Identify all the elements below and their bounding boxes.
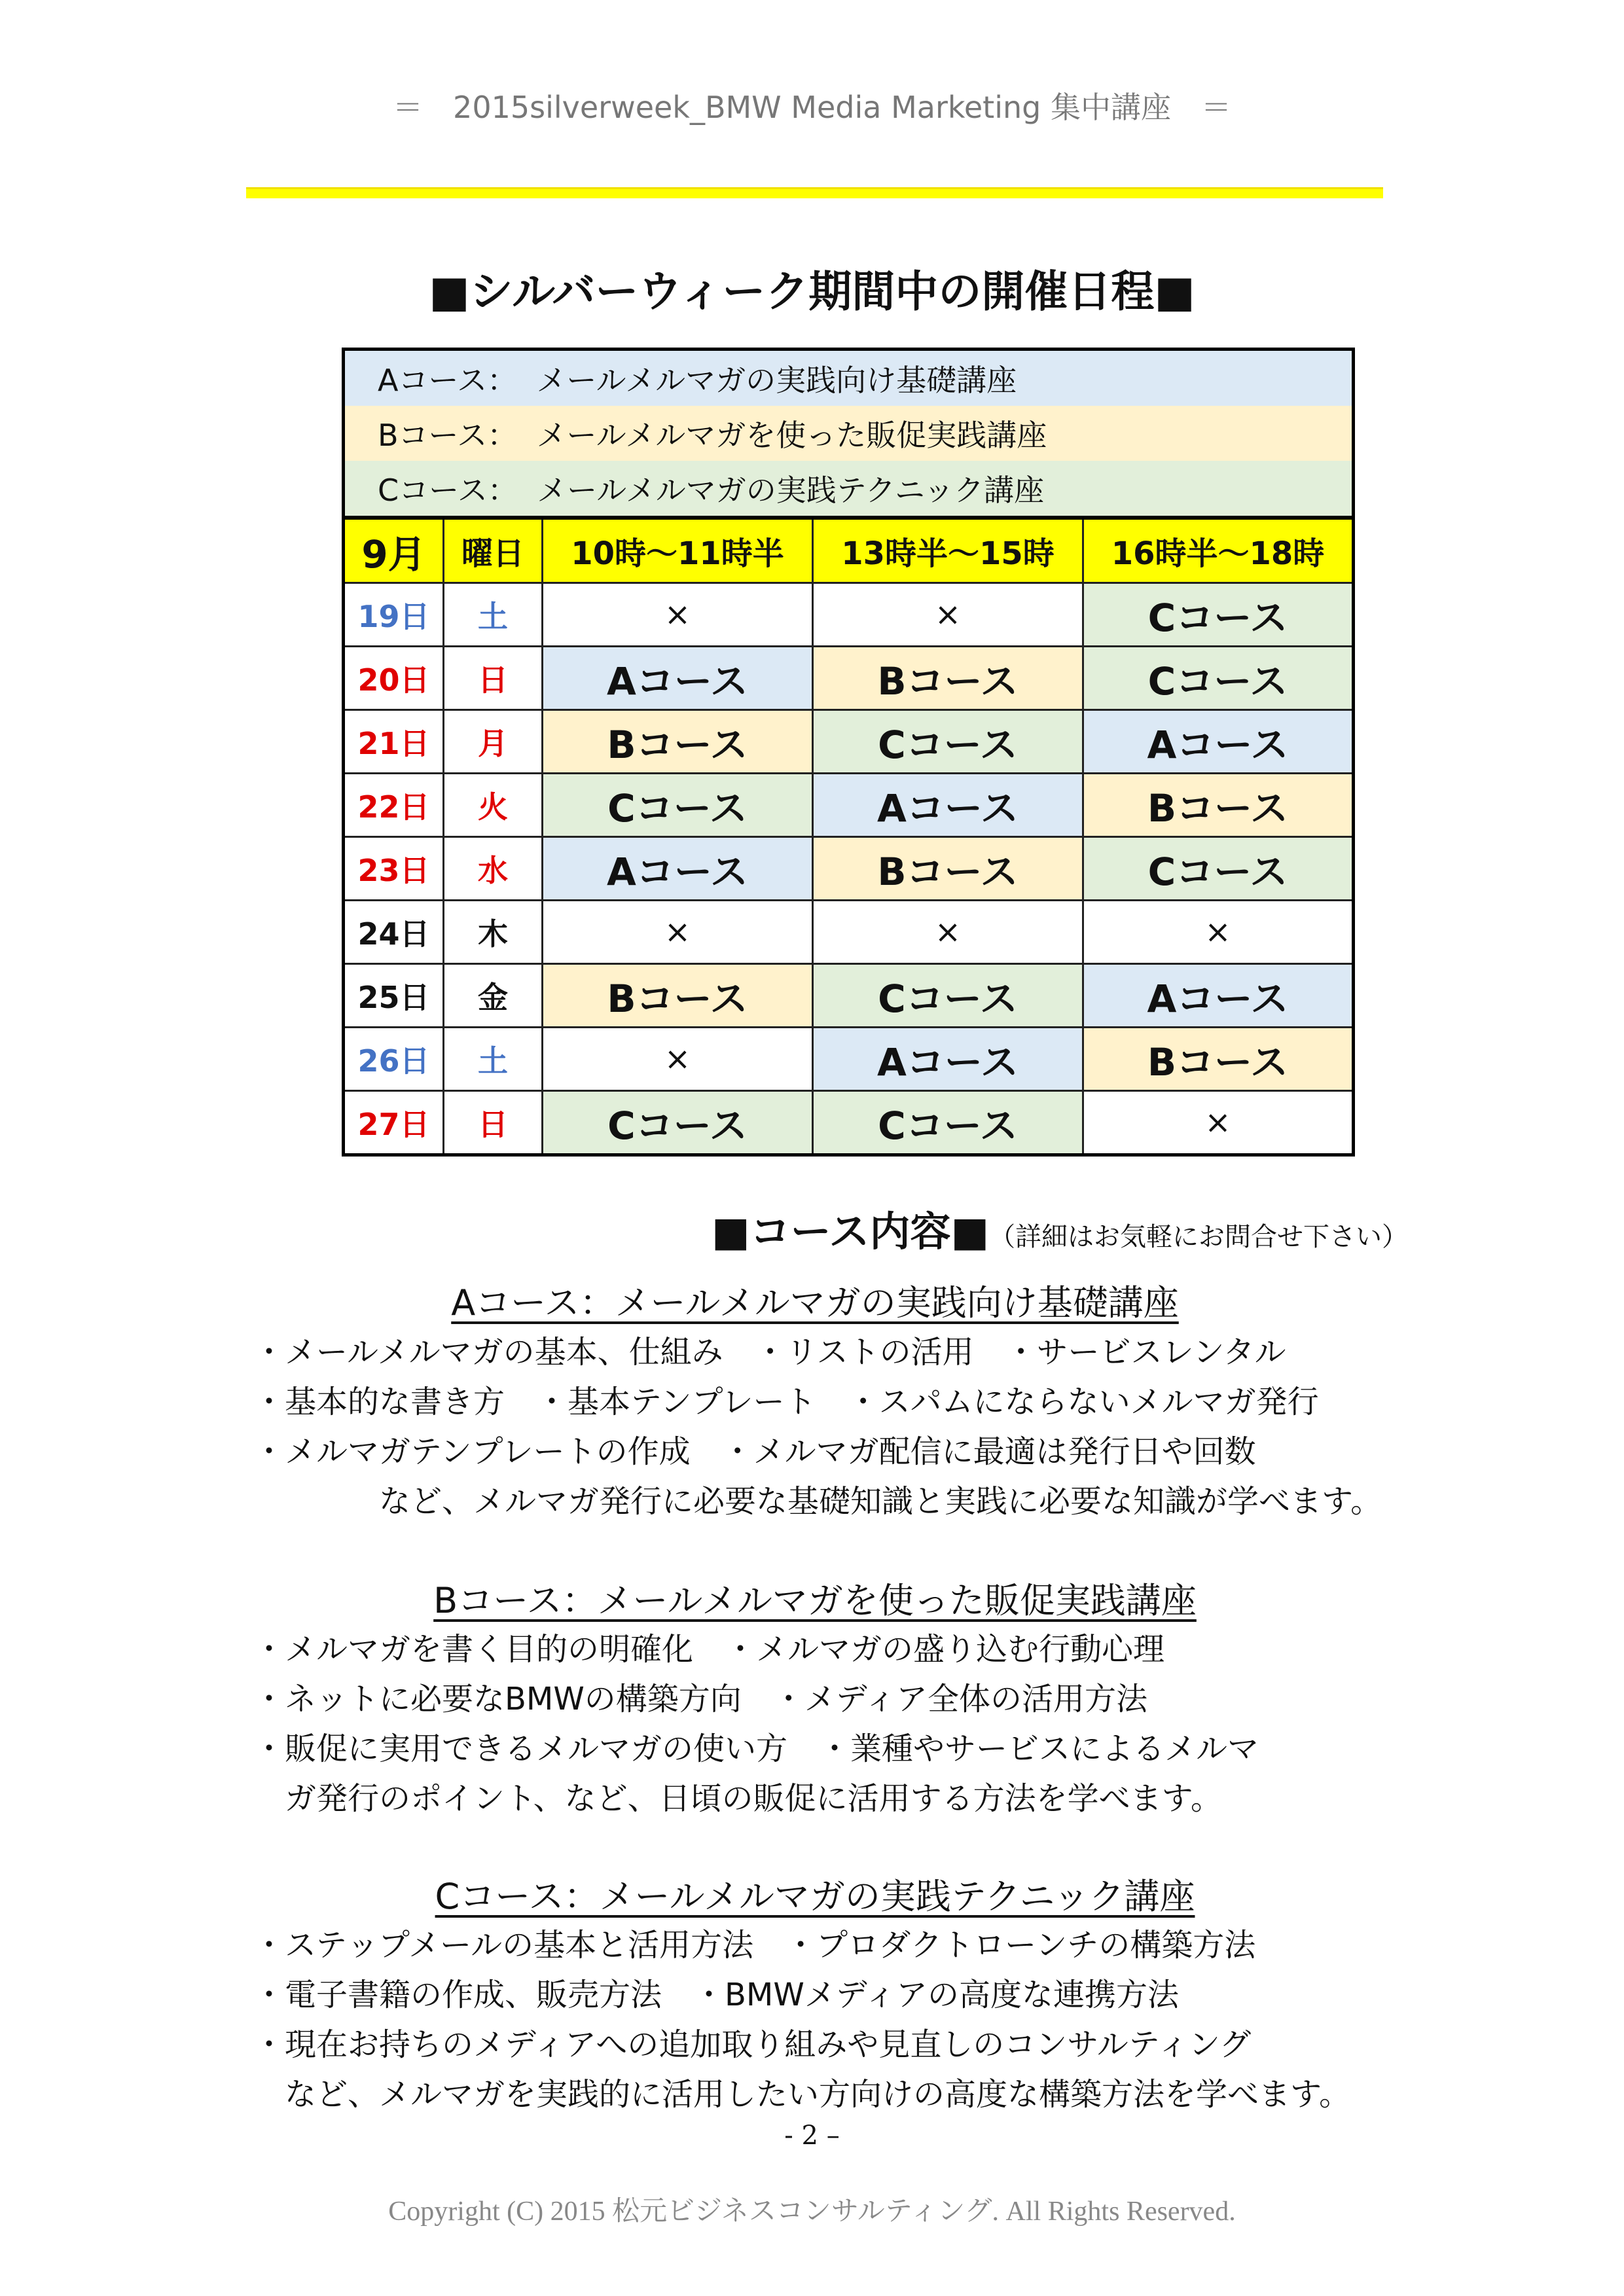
slot-cell: × xyxy=(813,583,1083,647)
weekday-cell: 日 xyxy=(444,1091,543,1155)
weekday-cell: 木 xyxy=(444,901,543,964)
course-name: メールメルマガの実践テクニック講座 xyxy=(537,473,1045,508)
slot-cell: Aコース xyxy=(543,647,813,710)
weekday-cell: 水 xyxy=(444,837,543,901)
column-header: 16時半〜18時 xyxy=(1083,518,1354,583)
table-row xyxy=(344,964,1354,1028)
slot-cell: × xyxy=(543,1028,813,1091)
date-cell: 25日 xyxy=(344,964,444,1028)
date-cell: 19日 xyxy=(344,583,444,647)
course-detail-line: など、メルマガを実践的に活用したい方向けの高度な構築方法を学べます。 xyxy=(253,2076,1351,2113)
copyright: Copyright (C) 2015 松元ビジネスコンサルティング. All Rights Reserved. xyxy=(388,2197,1236,2227)
date-cell: 23日 xyxy=(344,837,444,901)
table-row xyxy=(344,583,1354,647)
weekday-cell: 火 xyxy=(444,774,543,837)
slot-cell: Aコース xyxy=(813,774,1083,837)
course-legend-row xyxy=(344,350,1354,406)
course-label: Bコース： xyxy=(378,418,518,453)
slot-cell: × xyxy=(813,901,1083,964)
running-header: ＝ 2015silverweek_BMW Media Marketing 集中講座 ＝ xyxy=(393,90,1231,125)
course-detail-line: ・電子書籍の作成、販売方法 ・BMWメディアの高度な連携方法 xyxy=(253,1977,1179,2013)
yellow-divider xyxy=(246,187,1383,198)
slot-cell: Cコース xyxy=(813,710,1083,774)
course-legend-row xyxy=(344,406,1354,461)
slot-cell: Cコース xyxy=(543,774,813,837)
course-name: メールメルマガを使った販促実践講座 xyxy=(536,418,1047,453)
course-detail-line: ・基本的な書き方 ・基本テンプレート ・スパムにならないメルマガ発行 xyxy=(253,1384,1319,1420)
course-detail-line: ・ステップメールの基本と活用方法 ・プロダクトローンチの構築方法 xyxy=(253,1927,1256,1964)
page-number: - 2 – xyxy=(784,2121,840,2151)
table-row xyxy=(344,1028,1354,1091)
slot-cell: Cコース xyxy=(813,964,1083,1028)
course-section-title: Cコース：メールメルマガの実践テクニック講座 xyxy=(435,1876,1195,1917)
schedule-table xyxy=(342,348,1355,1157)
section-heading: ■コース内容■ xyxy=(712,1208,990,1255)
table-row xyxy=(344,1091,1354,1155)
weekday-cell: 土 xyxy=(444,1028,543,1091)
course-detail-line: ・現在お持ちのメディアへの追加取り組みや見直しのコンサルティング xyxy=(253,2026,1252,2063)
slot-cell: Bコース xyxy=(543,710,813,774)
course-name: メールメルマガの実践向け基礎講座 xyxy=(536,363,1017,398)
slot-cell: Bコース xyxy=(813,837,1083,901)
course-legend xyxy=(344,350,1354,406)
course-label: Cコース： xyxy=(378,473,518,508)
date-cell: 22日 xyxy=(344,774,444,837)
slot-cell: Bコース xyxy=(543,964,813,1028)
column-header: 13時半〜15時 xyxy=(813,518,1083,583)
course-legend xyxy=(344,461,1354,518)
course-section-title: Bコース：メールメルマガを使った販促実践講座 xyxy=(433,1580,1197,1621)
course-detail-line: ・メールメルマガの基本、仕組み ・リストの活用 ・サービスレンタル xyxy=(253,1334,1286,1371)
course-legend xyxy=(344,406,1354,461)
course-section-title: Aコース：メールメルマガの実践向け基礎講座 xyxy=(451,1282,1179,1323)
slot-cell: Cコース xyxy=(813,1091,1083,1155)
slot-cell: Cコース xyxy=(543,1091,813,1155)
slot-cell: Bコース xyxy=(1083,1028,1354,1091)
weekday-cell: 土 xyxy=(444,583,543,647)
slot-cell: Aコース xyxy=(1083,710,1354,774)
page-title: ■シルバーウィーク期間中の開催日程■ xyxy=(429,266,1195,317)
table-row xyxy=(344,837,1354,901)
course-detail-line: ・販促に実用できるメルマガの使い方 ・業種やサービスによるメルマ xyxy=(253,1731,1259,1767)
slot-cell: × xyxy=(543,901,813,964)
date-cell: 27日 xyxy=(344,1091,444,1155)
course-detail-line: など、メルマガ発行に必要な基礎知識と実践に必要な知識が学べます。 xyxy=(253,1483,1382,1520)
column-header: 10時〜11時半 xyxy=(543,518,813,583)
table-row xyxy=(344,647,1354,710)
contact-note: （詳細はお気軽にお問合せ下さい） xyxy=(989,1222,1409,1252)
course-detail-line: ・ネットに必要なBMWの構築方向 ・メディア全体の活用方法 xyxy=(253,1681,1147,1717)
course-content-heading xyxy=(712,1199,1408,1257)
date-cell: 26日 xyxy=(344,1028,444,1091)
weekday-cell: 月 xyxy=(444,710,543,774)
slot-cell: × xyxy=(1083,1091,1354,1155)
slot-cell: Cコース xyxy=(1083,647,1354,710)
slot-cell: Bコース xyxy=(813,647,1083,710)
weekday-cell: 金 xyxy=(444,964,543,1028)
course-detail-line: ガ発行のポイント、など、日頃の販促に活用する方法を学べます。 xyxy=(253,1780,1222,1817)
slot-cell: Cコース xyxy=(1083,837,1354,901)
course-legend-row xyxy=(344,461,1354,518)
slot-cell: Aコース xyxy=(813,1028,1083,1091)
table-row xyxy=(344,710,1354,774)
course-detail-line: ・メルマガテンプレートの作成 ・メルマガ配信に最適は発行日や回数 xyxy=(253,1433,1256,1470)
course-label: Aコース： xyxy=(378,363,518,398)
table-row xyxy=(344,901,1354,964)
weekday-cell: 日 xyxy=(444,647,543,710)
slot-cell: Bコース xyxy=(1083,774,1354,837)
column-header: 9月 xyxy=(344,518,444,583)
slot-cell: Cコース xyxy=(1083,583,1354,647)
date-cell: 24日 xyxy=(344,901,444,964)
table-header-row xyxy=(344,518,1354,583)
date-cell: 20日 xyxy=(344,647,444,710)
slot-cell: Aコース xyxy=(1083,964,1354,1028)
column-header: 曜日 xyxy=(444,518,543,583)
slot-cell: Aコース xyxy=(543,837,813,901)
table-row xyxy=(344,774,1354,837)
course-detail-line: ・メルマガを書く目的の明確化 ・メルマガの盛り込む行動心理 xyxy=(253,1631,1165,1668)
slot-cell: × xyxy=(543,583,813,647)
date-cell: 21日 xyxy=(344,710,444,774)
slot-cell: × xyxy=(1083,901,1354,964)
